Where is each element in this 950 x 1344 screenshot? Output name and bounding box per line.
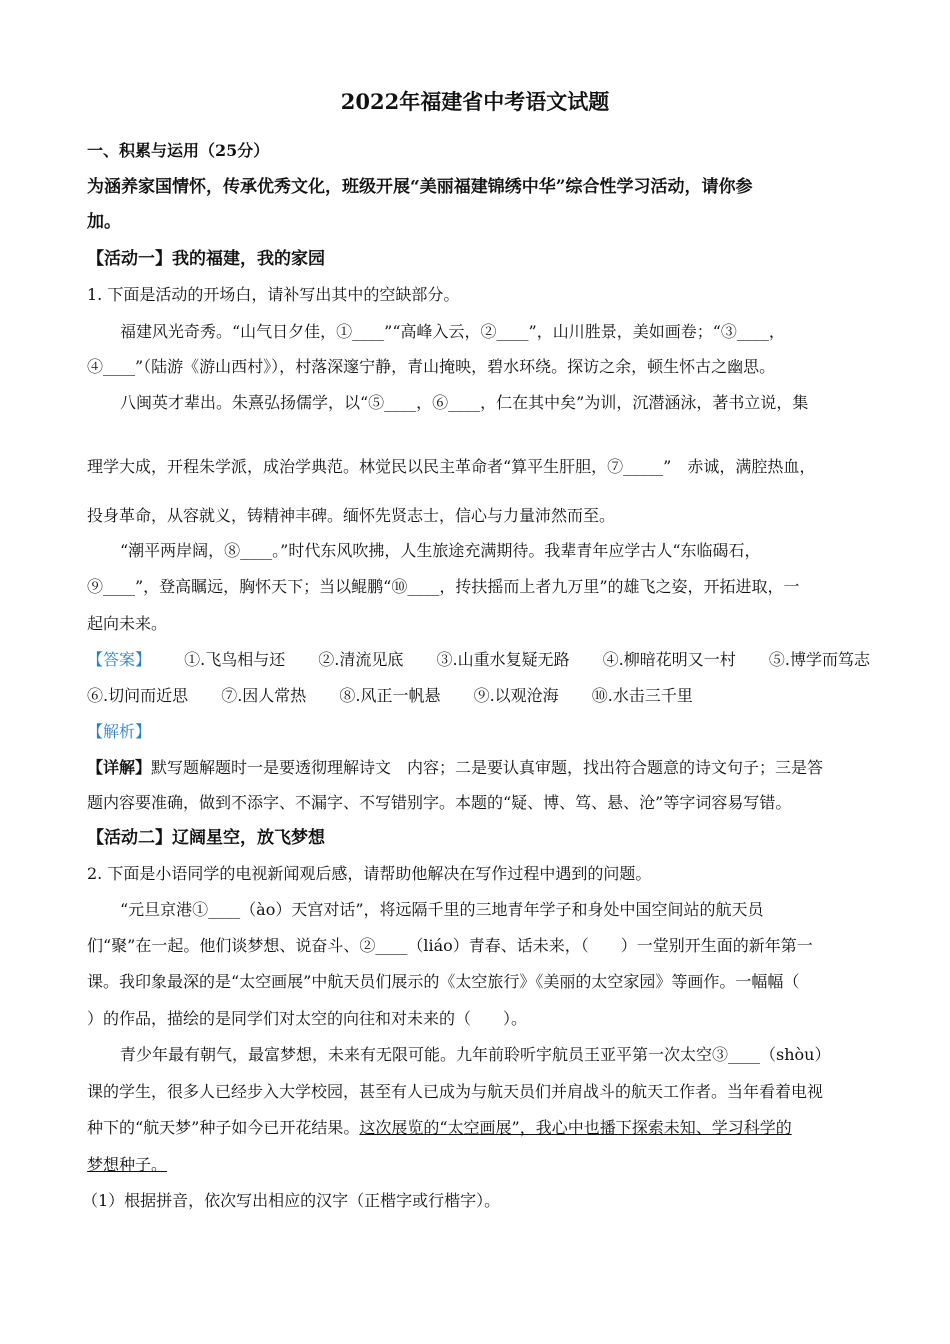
answer-label: 【答案】 xyxy=(87,650,152,669)
answer-item: ⑩.水击三千里 xyxy=(591,686,693,705)
q1-passage-line: ⑨____”，登高瞩远，胸怀天下；当以鲲鹏“⑩____，抟扶摇而上者九万里”的雄飞之姿，开拓进取，一 xyxy=(87,577,800,596)
detail-line: 题内容要准确，做到不添字、不漏字、不写错别字。本题的“疑、博、笃、悬、沧”等字词容易写错。 xyxy=(87,793,792,812)
q2-passage-line: “元旦京港①____（ào）天宫对话”，将远隔千里的三地青年学子和身处中国空间站的航天员 xyxy=(120,900,764,919)
intro-line-1: 为涵养家国情怀，传承优秀文化，班级开展“美丽福建锦绣中华”综合性学习活动，请你参 xyxy=(87,177,753,197)
activity-2-heading: 【活动二】辽阔星空，放飞梦想 xyxy=(87,828,325,848)
answer-item: ⑨.以观沧海 xyxy=(473,686,559,705)
underlined-sentence: 这次展览的“太空画展”，我心中也播下探索未知、学习科学的 xyxy=(359,1118,792,1137)
intro-line-2: 加。 xyxy=(87,212,121,232)
answer-item: ①.飞鸟相与还 xyxy=(184,650,286,669)
q1-passage-line: ④____”（陆游《游山西村》），村落深邃宁静，青山掩映，碧水环绕。探访之余，顿生怀古之幽思。 xyxy=(87,357,776,376)
page-title: 2022年福建省中考语文试题 xyxy=(340,89,610,114)
q1-passage-line: 福建风光奇秀。“山气日夕佳，①____”“高峰入云，②____”，山川胜景，美如画卷；“③____， xyxy=(120,322,785,341)
answer-row xyxy=(87,649,870,671)
q2-passage-line: 课的学生，很多人已经步入大学校园，甚至有人已成为与航天员们并肩战斗的航天工作者。当年看着电视 xyxy=(87,1082,824,1101)
answer-row xyxy=(87,685,693,707)
detail-text: 默写题解题时一是要透彻理解诗文 内容；二是要认真审题，找出符合题意的诗文句子；三是答 xyxy=(151,758,824,777)
answer-item: ⑧.风正一帆悬 xyxy=(339,686,441,705)
detail-label: 【详解】 xyxy=(87,758,152,777)
answer-item: ⑥.切问而近思 xyxy=(87,686,189,705)
sub-question-1: （1）根据拼音，依次写出相应的汉字（正楷字或行楷字）。 xyxy=(82,1191,501,1210)
q2-passage-line: 青少年最有朝气，最富梦想，未来有无限可能。九年前聆听宇航员王亚平第一次太空③____（shòu） xyxy=(120,1045,831,1064)
answer-item: ⑦.因人常热 xyxy=(221,686,307,705)
section-heading: 一、积累与运用（25分） xyxy=(87,141,270,160)
detail-line xyxy=(87,757,823,779)
q2-passage-line: ）的作品，描绘的是同学们对太空的向往和对未来的（ ）。 xyxy=(87,1009,528,1028)
q2-passage-line: 课。我印象最深的是“太空画展”中航天员们展示的《太空旅行》《美丽的太空家园》等画作。一幅幅（ xyxy=(87,972,800,991)
q1-passage-line: 投身革命，从容就义，铸精神丰碑。缅怀先贤志士，信心与力量沛然而至。 xyxy=(87,506,616,525)
answer-item: ②.清流见底 xyxy=(318,650,404,669)
question-1-stem: 1. 下面是活动的开场白，请补写出其中的空缺部分。 xyxy=(87,285,460,304)
underlined-sentence: 梦想种子。 xyxy=(87,1155,168,1174)
q1-passage-line: “潮平两岸阔，⑧____。”时代东风吹拂，人生旅途充满期待。我辈青年应学古人“东临碣石， xyxy=(120,541,761,560)
analysis-label: 【解析】 xyxy=(87,722,152,741)
q2-passage-line: 们“聚”在一起。他们谈梦想、说奋斗、②____（liáo）青春、话未来，（ ）一堂别开生面的新年第一 xyxy=(87,936,813,955)
q1-passage-line: 起向未来。 xyxy=(87,614,168,633)
activity-1-heading: 【活动一】我的福建，我的家园 xyxy=(87,249,325,269)
answer-item: ⑤.博学而笃志 xyxy=(768,650,870,669)
answer-item: ④.柳暗花明又一村 xyxy=(602,650,736,669)
q2-passage-text: 种下的“航天梦”种子如今已开花结果。 xyxy=(87,1118,360,1137)
q1-passage-line: 八闽英才辈出。朱熹弘扬儒学，以“⑤____，⑥____，仁在其中矣”为训，沉潜涵泳，著书立说，集 xyxy=(120,393,809,412)
answer-item: ③.山重水复疑无路 xyxy=(436,650,570,669)
q2-passage-line xyxy=(87,1117,792,1139)
q1-passage-line: 理学大成，开程朱学派，成治学典范。林觉民以民主革命者“算平生肝胆，⑦_____” 赤诚，满腔热血， xyxy=(87,457,816,476)
question-2-stem: 2. 下面是小语同学的电视新闻观后感，请帮助他解决在写作过程中遇到的问题。 xyxy=(87,864,652,883)
